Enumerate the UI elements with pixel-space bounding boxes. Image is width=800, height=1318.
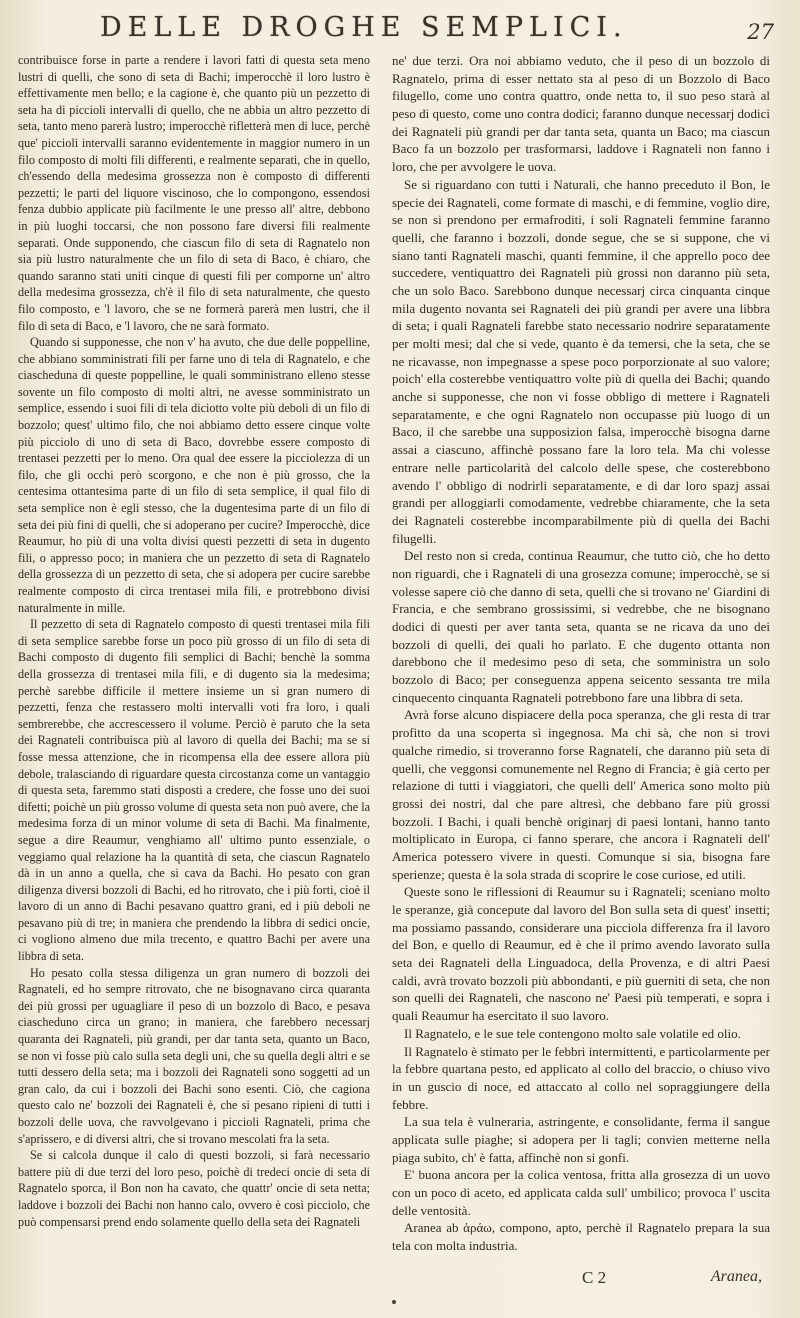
paragraph: Ho pesato colla stessa diligenza un gran numero di bozzoli dei Ragnateli, ed ho sempre ritrovato, che ne bisognavano circa quaranta dei più grossi per uguagliare il peso di un bozzolo di Baco, e pesava ciascheduno circa un grano; in maniera, che farebbero necessarj quaranta dei Ragnateli, più grandi, per dar tanta seta, quanto un Baco, se non vi fosse più calo sulla seta degli uni, che su quella degli altri e se tutti dessero della seta; ma i bozzoli dei Ragnateli sono soggetti ad un gran calo, da cui i bozzoli dei Bachi sono esenti. Ciò, che cagiona questo calo ne' bozzoli dei Ragnateli è, che si pesano ripieni di tutti i bozzoli delle uova, che ravvolgevano i piccioli Ragnateli, prima che s'aprissero, e di diversi altri, che si trovano mescolati fra la seta.: [18, 965, 370, 1146]
ink-speck: [392, 1300, 396, 1304]
paragraph: E' buona ancora per la colica ventosa, fritta alla grosezza di un uovo con un poco di aceto, ed applicata calda sull' umbilico; provoca l' uscita delle ventosità.: [392, 1167, 770, 1218]
paragraph: Del resto non si creda, continua Reaumur, che tutto ciò, che ho detto non riguardi, che i Ragnateli di una grosezza comune; imperocchè, se si volesse sapere ciò che danno di seta, quelli che si trovano ne' Giardini di Francia, e che sembrano grossissimi, si vedrebbe, che ne bisognano dodici di questi per aver tanta seta, quanta se ne ricava da uno dei bozzoli di quelli, dei quali ho parlato. E che dugento ottanta non darebbono che il medesimo peso di seta, che somministra un solo bozzolo di Baco; per conseguenza appena seicento sessanta tre mila cinquecento cinquanta Ragnateli potrebbono fare una libbra di seta.: [392, 548, 770, 705]
paragraph: Il pezzetto di seta di Ragnatelo composto di questi trentasei mila fili di seta semplice sarebbe forse un poco più grosso di un filo di seta di Bachi composto di dugento fili semplici di Bachi; benchè la somma della grossezza di trentasei mila fili, e di dugento sia la medesima; perchè sarebbe difficile il mettere insieme un sì gran numero di pezzetti, fenza che restassero molti intervalli voti fra loro, i quali sembrerebbe, che accrescessero il volume. Perciò è paruto che la seta dei Ragnateli contribuisca più al lavoro di quella dei Bachi; ma se si fosse messa attenzione, che in ricompensa ella dee essere allora più debole, tralasciando di riguardare questa circostanza come un vantaggio di questa seta, faremmo stati disposti a credere, che fosse uno dei suoi difetti; poichè un più grosso volume di questa seta non può avere, che la medesima forza di un minor volume di seta di Bachi. Ma finalmente, segue a dire Reaumur, venghiamo all' ultimo punto essenziale, o veggiamo qual relazione ha la quantità di seta, che ciascun Ragnatelo dà in un anno a quella, che si cava da Bachi. Ho pesato con gran diligenza diversi bozzoli di Bachi, ed ho ritrovato, che i più forti, cioè il lavoro di un anno di Bachi pesavano quattro grani, ed i più deboli ne pesavano più di tre; in maniera che prendendo la libbra di sedici oncie, ci vogliono almeno due mila trecento, e quattro Bachi per avere una libbra di seta.: [18, 617, 370, 964]
paragraph: Queste sono le riflessioni di Reaumur su i Ragnateli; sceniano molto le speranze, già concepute dal lavoro del Bon sulla seta di quest' insetti; ma possiamo passando, considerare una picciola differenza fra il lavoro del Bon, e quello di Reaumur, ed è che il primo avendo lavorato sulla seta dei Ragnateli della Linguadoca, della Provenza, e di altri Paesi caldi, avrà trovato bozzoli più abbondanti, e più guerniti di seta, che non son quelli dei Ragnateli, che nascono ne' Paesi più temperati, e sopra i quali Reaumur ha esercitato il suo lavoro.: [392, 884, 770, 1024]
signature-mark: C 2: [582, 1268, 607, 1287]
running-title: DELLE DROGHE SEMPLICI.: [100, 12, 628, 43]
right-column: [392, 52, 770, 1255]
left-column: [18, 52, 370, 1230]
paragraph: contribuisce forse in parte a rendere i lavori fatti di questa seta meno lustri di quelli, che sono di seta di Bachi; imperocchè il loro lustro è effettivamente men bello; e la cagione è, che quanto più un pezzetto di seta ha di piccioli intervalli di quello, che ne abbia un altro pezzetto di seta, tanto meno parerà lustro; imperocchè rifletterà men di luce, perchè que' piccioli intervalli saranno evidentemente in maggior numero in un filo composto di molti fili differenti, e realmente separati, che in quello, ch'essendo della medesima grossezza non è composto di differenti pezzetti; le parti del liquore viscinoso, che lo compongono, essendosi fenza dubbio applicate più facilmente le une presso all' altre, debbono in più luoghi toccarsi, che non possono fare diversi fili realmente separati. Onde supponendo, che ciascun filo di seta di Ragnatelo non sia più lustro naturalmente che un filo di seta di Baco, è chiaro, che quando saranno stati uniti cinque di questi fili per comporne un' altro della medesima grossezza, ch'è il filo di seta naturalmente, che questo filo composto, e 'l lavoro, che se ne formerà parerà men lustri, che il filo di seta di Baco, e 'l lavoro, che ne sarà formato.: [18, 53, 370, 333]
paragraph: ne' due terzi. Ora noi abbiamo veduto, che il peso di un bozzolo di Ragnatelo, prima di esser nettato sta al peso di un Bozzolo di Baco filugello, come uno contra quattro, onde netta to, il suo peso starà al peso di questo, come uno contra dodici; faranno dunque necessarj dodici dei Ragnateli più grandi per dar tanta seta, quanta un Baco; ma ciascun Baco fa un bozzolo per trasformarsi, laddove i Ragnateli non fanno i loro, che per avvolgere le uova.: [392, 53, 770, 175]
paragraph: Il Ragnatelo è stimato per le febbri intermittenti, e particolarmente per la febbre quartana pesto, ed applicato al collo del braccio, o chiuso vivo in un guscio di noce, ed attaccato al collo nel sopraggiungere della febbre.: [392, 1043, 770, 1112]
catchword: Aranea,: [710, 1268, 762, 1285]
paragraph: Se si riguardano con tutti i Naturali, che hanno preceduto il Bon, le specie dei Ragnateli, come formate di maschi, e di femmine, voglio dire, se non si prendono per ermafroditi, i soli Ragnateli femmine faranno quelli, che faranno i bozzoli, donde segue, che se si suppone, che vi siano tanti Ragnateli maschi, quanti femmine, il che apprello poco dee succedere, ventiquattro dei Ragnateli più grossi non daranno più seta, che un solo Baco. Sarebbono dunque necessarj circa cinquanta cinque mila dugento novanta sei Ragnateli dei più grandi per avere una libbra di seta; i quali Ragnateli farebbe stato necessario nodrire separatamente per molti mesi; dal che si vede, quanto è da temersi, che la seta, che se ne ricavasse, non impegnasse a spese poco porporzionate al suo valore; poich' ella costerebbe ventiquattro volte più di quella dei Bachi; quando anche si supponesse, che non vi fosse obbligo di mettere i Ragnateli separatamente, e che ogni Ragnatelo non occupasse più luogo di un Baco, il che sarebbe una supposizion falsa, imperocchè bisogna darne assai a ciascuno, affinchè possano fare la loro tela. Ma chi volesse entrare nelle particolarità del calcolo delle spese, che costerebbono avendo l' obbligo di nodrirli separatamente, e di dar loro spazj assai grandi per alloggiarli comodamente, vedrebbe chiaramente, che la seta dei Ragnateli costerebbe incomparabilmente più di quella dei Bachi filugelli.: [392, 176, 770, 546]
paragraph: Il Ragnatelo, e le sue tele contengono molto sale volatile ed olio.: [404, 1025, 741, 1041]
paragraph: Avrà forse alcuno dispiacere della poca speranza, che gli resta di trar profitto da una scoperta sì ingegnosa. Ma chi sà, che non si trovi qualche rimedio, si troveranno forse Ragnateli, che daranno più seta di quelli, che veggonsi comunemente nel Regno di Francia; è già certo per relazione di tutti i viaggiatori, che quelli dell' America sono molto più grossi dei nostri, dal che pare altresì, che debbano fare più grossi bozzoli. I Bachi, i quali benchè originarj di paesi lontani, hanno tanto moltiplicato in Europa, ci fanno sperare, che ancora i Ragnateli dell' America potessero vivere in questi. Comunque si sia, bisogna fare sperienze; questa è la sola strada di scoprire le cose curiose, ed utili.: [392, 707, 770, 882]
page-header: [40, 12, 780, 52]
paragraph: Aranea ab ἀράω, compono, apto, perchè il Ragnatelo prepara la sua tela con molta industria.: [392, 1220, 770, 1254]
page-footer: [392, 1268, 770, 1294]
paragraph: Se si calcola dunque il calo di questi bozzoli, si farà necessario battere più di due terzi del loro peso, poichè di tredeci oncie di seta di Ragnatelo sporca, il Bon non ha cavato, che quattr' oncie di seta netta; laddove i bozzoli dei Bachi non hanno calo, ovvero è così picciolo, che può compensarsi prend endo solamente quello della seta dei Ragnateli: [18, 1148, 370, 1229]
page-number: 27: [747, 20, 774, 44]
paragraph: La sua tela è vulneraria, astringente, e consolidante, ferma il sangue applicata sulle piaghe; si adopera per li tagli; convien metterne nella piaga subito, ch' è fatta, affinchè non si gonfi.: [392, 1114, 770, 1165]
paragraph: Quando si supponesse, che non v' ha avuto, che due delle poppelline, che abbiano somministrati fili per farne uno di tela di Ragnatelo, e che ciascheduna di queste poppelline, le quali somministrano elleno stesse sovente un filo composto di molti altri, ne avesse somministrato un semplice, essendo i suoi fili di tela diciotto volte più deboli di un filo di bozzolo; quest' ultimo filo, che noi abbiamo detto essere cinque volte più picciolo di uno di seta di Baco, dovrebbe essere composto di trentasei pezzetti per lo meno. Ora qual dee essere la picciolezza di un filo, che gli occhi però scorgono, e che non è più grosso, che la centesima ottantesima parte di un filo di seta semplice, il qual filo di seta semplice non è egli stesso, che la dugentesima parte di un filo di seta dei più fini di quelli, che si adoperano per cucire? Imperocchè, dice Reaumur, ho più di una volta divisi questi pezzetti di seta in dugento fili, o appresso poco; in maniera che un pezzetto di seta di Ragnatelo della grossezza di un pezzetto di seta, che si adopera per cucire sarebbe realmente composto di circa trentasei mila fili, e protrebbono divisi naturalmente in mille.: [18, 335, 370, 615]
